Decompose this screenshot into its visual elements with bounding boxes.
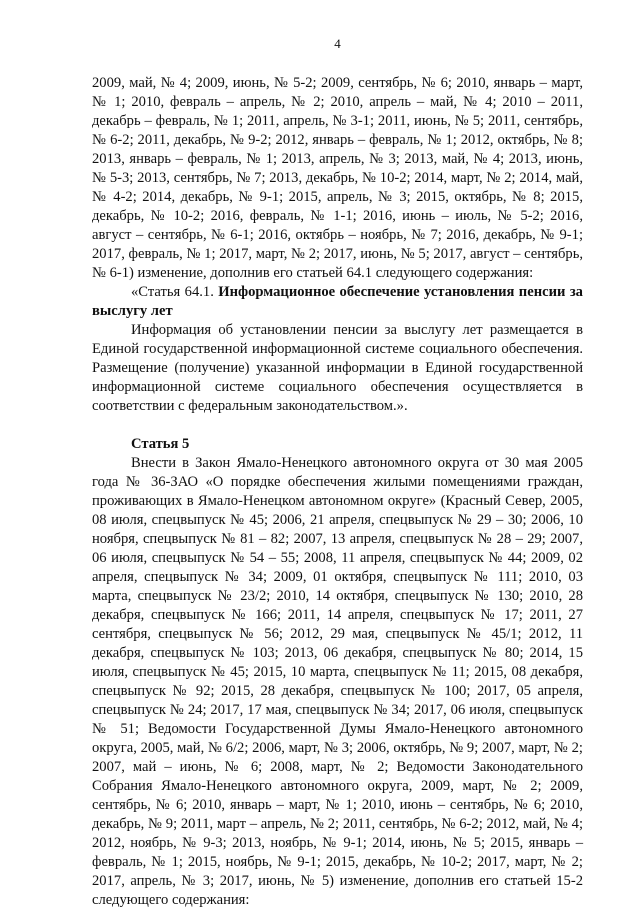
spacer xyxy=(92,416,583,435)
paragraph-amendment-sources: 2009, май, № 4; 2009, июнь, № 5-2; 2009, сентябрь, № 6; 2010, январь – март, № 1; 2010, февраль – апрель, № 2; 2010, апрель – май, № 4; 2010 – 2011, декабрь – февраль, № 1; 2011, апрель, № 3-1; 2011, июнь, № 5; 2011, сентябрь, № 6-2; 2011, декабрь, № 9-2; 2012, январь – февраль, № 1; 2012, октябрь, № 8; 2013, январь – февраль, № 1; 2013, апрель, № 3; 2013, май, № 4; 2013, июнь, № 5-3; 2013, сентябрь, № 7; 2013, декабрь, № 10-2; 2014, март, № 2; 2014, май, № 4-2; 2014, декабрь, № 9-1; 2015, апрель, № 3; 2015, октябрь, № 8; 2015, декабрь, № 10-2; 2016, февраль, № 1-1; 2016, июнь – июль, № 5-2; 2016, август – сентябрь, № 6-1; 2016, октябрь – ноябрь, № 7; 2016, декабрь, № 9-1; 2017, февраль, № 1; 2017, март, № 2; 2017, июнь, № 5; 2017, август – сентябрь, № 6-1) изменение, дополнив его статьей 64.1 следующего содержания: xyxy=(92,75,583,281)
paragraph-article-5-body: Внести в Закон Ямало-Ненецкого автономного округа от 30 мая 2005 года № 36-ЗАО «О порядке обеспечения жилыми помещениями граждан, проживающих в Ямало-Ненецком автономном округе» (Красный Север, 2005, 08 июля, спецвыпуск № 45; 2006, 21 апреля, спецвыпуск № 29 – 30; 2006, 10 ноября, спецвыпуск № 81 – 82; 2007, 13 апреля, спецвыпуск № 28 – 29; 2007, 06 июля, спецвыпуск № 54 – 55; 2008, 11 апреля, спецвыпуск № 44; 2009, 02 апреля, спецвыпуск № 34; 2009, 01 октября, спецвыпуск № 111; 2010, 03 марта, спецвыпуск № 23/2; 2010, 14 октября, спецвыпуск № 130; 2010, 28 декабря, спецвыпуск № 166; 2011, 14 апреля, спецвыпуск № 17; 2011, 27 сентября, спецвыпуск № 56; 2012, 29 мая, спецвыпуск № 45/1; 2012, 11 декабря, спецвыпуск № 103; 2013, 06 декабря, спецвыпуск № 80; 2014, 15 июля, спецвыпуск № 45; 2015, 10 марта, спецвыпуск № 11; 2015, 08 декабря, спецвыпуск № 92; 2015, 28 декабря, спецвыпуск № 100; 2017, 05 апреля, спецвыпуск № 24; 2017, 17 мая, спецвыпуск № 34; 2017, 06 июля, спецвыпуск № 51; Ведомости Государственной Думы Ямало-Ненецкого автономного округа, 2005, май, № 6/2; 2006, март, № 3; 2006, октябрь, № 9; 2007, март, № 2; 2007, май – июнь, № 6; 2008, март, № 2; Ведомости Законодательного Собрания Ямало-Ненецкого автономного округа, 2009, март, № 2; 2009, сентябрь, № 6; 2010, январь – март, № 1; 2010, июнь – сентябрь, № 6; 2010, декабрь, № 9; 2011, март – апрель, № 2; 2011, сентябрь, № 6-2; 2012, май, № 4; 2012, ноябрь, № 9-3; 2013, ноябрь, № 9-1; 2014, июнь, № 5; 2015, январь – февраль, № 1; 2015, ноябрь, № 9-1; 2015, декабрь, № 10-2; 2017, март, № 2; 2017, апрель, № 3; 2017, июнь, № 5) изменение, дополнив его статьей 15-2 следующего содержания: xyxy=(92,455,583,908)
article-64-1-heading xyxy=(92,283,583,321)
article-64-1-title: Информационное обеспечение установления пенсии за выслугу лет xyxy=(92,284,583,319)
article-5-heading: Статья 5 xyxy=(131,436,190,452)
page-number: 4 xyxy=(334,36,341,51)
paragraph-article-64-1-body: Информация об установлении пенсии за выслугу лет размещается в Единой государственной информационной системе социального обеспечения. Размещение (получение) указанной информации в Единой государственной информационной системе социального обеспечения осуществляется в соответствии с федеральным законодательством.». xyxy=(92,322,583,414)
article-64-1-prefix: «Статья 64.1. xyxy=(131,284,219,300)
